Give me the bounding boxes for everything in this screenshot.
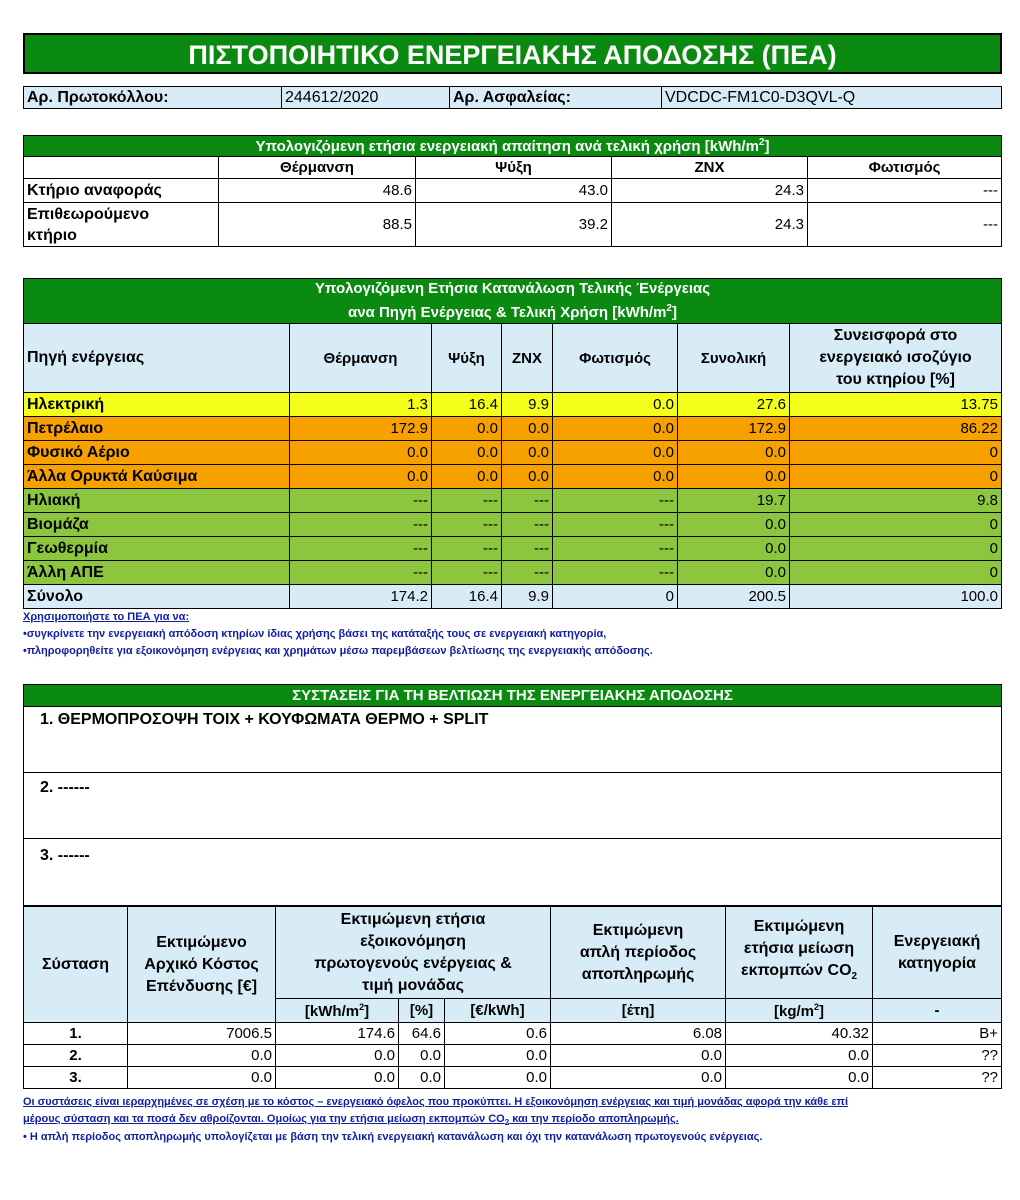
header-saving: Εκτιμώμενη ετήσια εξοικονόμηση πρωτογενούς ενέργειας & τιμή μονάδας — [276, 907, 551, 999]
table-cell: 0.0 — [290, 465, 432, 489]
table-cell: --- — [290, 489, 432, 513]
table-cell: 0 — [553, 585, 678, 609]
table-cell: 7006.5 — [128, 1023, 276, 1045]
energy-source-label: Ηλιακή — [24, 489, 290, 513]
table-row — [24, 585, 1002, 609]
table-cell: 0.0 — [678, 441, 790, 465]
table-cell: 0 — [790, 465, 1002, 489]
table-row: Κτήριο αναφοράς 48.6 43.0 24.3 --- — [24, 179, 1002, 203]
table-cell: 174.2 — [290, 585, 432, 609]
table-cell: 0.0 — [502, 441, 553, 465]
consumption-title: Υπολογιζόμενη Ετήσια Κατανάλωση Τελικής Ένέργειας ανα Πηγή Ενέργειας & Τελική Χρήση $[kWh/m^2]$ — [24, 279, 1002, 324]
demand-header-dhw: ΖΝΧ — [612, 157, 808, 179]
table-cell: 0.0 — [726, 1067, 873, 1089]
table-cell: 40.32 — [726, 1023, 873, 1045]
insurance-label: Αρ. Ασφαλείας: — [450, 87, 662, 109]
header-dhw: ΖΝΧ — [502, 324, 553, 393]
header-cooling: Ψύξη — [432, 324, 502, 393]
table-cell: 172.9 — [678, 417, 790, 441]
certificate-title: ΠΙΣΤΟΠΟΙΗΤΙΚΟ ΕΝΕΡΓΕΙΑΚΗΣ ΑΠΟΔΟΣΗΣ (ΠΕΑ) — [23, 33, 1002, 74]
table-cell: --- — [553, 489, 678, 513]
table-cell: ?? — [873, 1045, 1002, 1067]
savings-note-2: μέρους σύσταση και τα ποσά δεν αθροίζονται. Ομοίως για την ετήσια μείωση εκπομπών $CO_2$ και την περίοδο αποπληρωμής. — [23, 1113, 679, 1128]
header-total: Συνολική — [678, 324, 790, 393]
table-row — [24, 1023, 1002, 1045]
savings-note-1: Οι συστάσεις είναι ιεραρχημένες σε σχέση με το κόστος – ενεργειακό όφελος που προκύπτει. Η εξοικονόμηση ενέργειας και τιμή μονάδας αφορά την κάθε επί — [23, 1096, 849, 1108]
protocol-label: Αρ. Πρωτοκόλλου: — [24, 87, 282, 109]
savings-table — [23, 906, 1002, 1089]
table-cell: 174.6 — [276, 1023, 399, 1045]
table-cell: 0.0 — [445, 1045, 551, 1067]
recommendation-item: 2. ------ — [24, 773, 1001, 839]
table-cell: 0.0 — [445, 1067, 551, 1089]
table-row — [24, 537, 1002, 561]
table-cell: 0.0 — [432, 441, 502, 465]
table-cell: 0.0 — [678, 561, 790, 585]
table-row — [24, 441, 1002, 465]
recommendation-number: 2. — [24, 1045, 128, 1067]
energy-source-label: Ηλεκτρική — [24, 393, 290, 417]
table-cell: --- — [553, 513, 678, 537]
table-cell: 27.6 — [678, 393, 790, 417]
table-row — [24, 465, 1002, 489]
table-cell: 0.6 — [445, 1023, 551, 1045]
table-cell: 172.9 — [290, 417, 432, 441]
table-row: Επιθεωρούμενο κτήριο 88.5 39.2 24.3 --- — [24, 203, 1002, 247]
table-cell: 0.0 — [553, 417, 678, 441]
recommendation-item: 3. ------ — [40, 847, 90, 864]
table-cell: 13.75 — [790, 393, 1002, 417]
unit-percent: [%] — [399, 999, 445, 1023]
header-recommendation: Σύσταση — [24, 907, 128, 1023]
table-cell: 64.6 — [399, 1023, 445, 1045]
header-cost: Εκτιμώμενο Αρχικό Κόστος Επένδυσης [€] — [128, 907, 276, 1023]
table-cell: B+ — [873, 1023, 1002, 1045]
table-cell: --- — [290, 537, 432, 561]
energy-source-label: Άλλη ΑΠΕ — [24, 561, 290, 585]
table-row — [24, 1067, 1002, 1089]
table-cell: 0.0 — [276, 1067, 399, 1089]
consumption-table — [23, 278, 1002, 609]
table-cell: --- — [432, 489, 502, 513]
table-cell: 0.0 — [553, 393, 678, 417]
protocol-value: 244612/2020 — [282, 87, 450, 109]
table-cell: --- — [432, 537, 502, 561]
table-cell: 9.9 — [502, 585, 553, 609]
unit-eur-kwh: [€/kWh] — [445, 999, 551, 1023]
energy-source-label: Βιομάζα — [24, 513, 290, 537]
recommendation-item: 1. ΘΕΡΜΟΠΡΟΣΟΨΗ ΤΟΙΧ + ΚΟΥΦΩΜΑΤΑ ΘΕΡΜΟ + SPLIT — [24, 707, 1001, 773]
table-cell: 0.0 — [432, 417, 502, 441]
table-cell: --- — [432, 561, 502, 585]
table-cell: 0.0 — [128, 1067, 276, 1089]
table-row — [24, 489, 1002, 513]
table-cell: 0 — [790, 537, 1002, 561]
unit-kg: $[kg/m^2]$ — [726, 999, 873, 1023]
table-cell: 0.0 — [551, 1067, 726, 1089]
table-cell: 0.0 — [128, 1045, 276, 1067]
table-cell: 86.22 — [790, 417, 1002, 441]
table-cell: 6.08 — [551, 1023, 726, 1045]
energy-source-label: Σύνολο — [24, 585, 290, 609]
table-cell: 9.8 — [790, 489, 1002, 513]
recommendations-box — [23, 684, 1002, 906]
table-cell: 0 — [790, 441, 1002, 465]
table-cell: 0.0 — [553, 465, 678, 489]
header-heating: Θέρμανση — [290, 324, 432, 393]
header-category: Ενεργειακή κατηγορία — [873, 907, 1002, 999]
table-cell: 100.0 — [790, 585, 1002, 609]
energy-source-label: Φυσικό Αέριο — [24, 441, 290, 465]
insurance-value: VDCDC-FM1C0-D3QVL-Q — [662, 87, 1002, 109]
recommendation-number: 1. — [24, 1023, 128, 1045]
info-table — [23, 86, 1002, 109]
table-cell: 0.0 — [726, 1045, 873, 1067]
table-cell: --- — [502, 489, 553, 513]
table-cell: 0.0 — [432, 465, 502, 489]
demand-title: Υπολογιζόμενη ετήσια ενεργειακή απαίτηση ανά τελική χρήση $[kWh/m^2]$ — [24, 136, 1002, 157]
table-cell: 0 — [790, 561, 1002, 585]
usage-note-title: Χρησιμοποιήστε το ΠΕΑ για να: — [23, 611, 190, 623]
table-cell: 0.0 — [678, 513, 790, 537]
savings-note-3: • Η απλή περίοδος αποπληρωμής υπολογίζεται με βάση την τελική ενεργειακή κατανάλωση και όχι την κατανάλωση πρωτογενούς ενέργειας. — [23, 1131, 763, 1143]
unit-dash: - — [873, 999, 1002, 1023]
table-cell: 0.0 — [502, 417, 553, 441]
usage-note-1: •συγκρίνετε την ενεργειακή απόδοση κτηρίων ίδιας χρήσης βάσει της κατάταξής τους σε ενεργειακή κατηγορία, — [23, 628, 607, 640]
header-share: Συνεισφορά στο ενεργειακό ισοζύγιο του κτηρίου [%] — [790, 324, 1002, 393]
table-cell: 1.3 — [290, 393, 432, 417]
table-row — [24, 561, 1002, 585]
table-cell: --- — [290, 561, 432, 585]
header-lighting: Φωτισμός — [553, 324, 678, 393]
usage-note-2: •πληροφορηθείτε για εξοικονόμηση ενέργειας και χρημάτων μέσω παρεμβάσεων βελτίωσης της ενεργειακής απόδοσης. — [23, 645, 653, 657]
table-cell: 0.0 — [678, 537, 790, 561]
table-cell: --- — [553, 537, 678, 561]
demand-header-heating: Θέρμανση — [219, 157, 416, 179]
table-cell: 0.0 — [678, 465, 790, 489]
table-cell: 16.4 — [432, 585, 502, 609]
table-cell: 0.0 — [399, 1045, 445, 1067]
demand-header-cooling: Ψύξη — [416, 157, 612, 179]
table-cell: ?? — [873, 1067, 1002, 1089]
table-cell: 0.0 — [553, 441, 678, 465]
energy-source-label: Γεωθερμία — [24, 537, 290, 561]
table-cell: 0.0 — [399, 1067, 445, 1089]
table-cell: 0.0 — [551, 1045, 726, 1067]
table-cell: --- — [502, 513, 553, 537]
table-cell: 0.0 — [290, 441, 432, 465]
table-cell: --- — [502, 537, 553, 561]
table-cell: 9.9 — [502, 393, 553, 417]
unit-kwh: $[kWh/m^2]$ — [276, 999, 399, 1023]
table-cell: --- — [502, 561, 553, 585]
energy-source-label: Άλλα Ορυκτά Καύσιμα — [24, 465, 290, 489]
header-source: Πηγή ενέργειας — [24, 324, 290, 393]
recommendations-title: ΣΥΣΤΑΣΕΙΣ ΓΙΑ ΤΗ ΒΕΛΤΙΩΣΗ ΤΗΣ ΕΝΕΡΓΕΙΑΚΗΣ ΑΠΟΔΟΣΗΣ — [24, 685, 1001, 707]
table-row — [24, 417, 1002, 441]
energy-source-label: Πετρέλαιο — [24, 417, 290, 441]
table-cell: --- — [553, 561, 678, 585]
table-cell: 0.0 — [502, 465, 553, 489]
table-cell: --- — [432, 513, 502, 537]
header-payback: Εκτιμώμενη απλή περίοδος αποπληρωμής — [551, 907, 726, 999]
header-co2: Εκτιμώμενη ετήσια μείωση εκπομπών $CO_2$ — [726, 907, 873, 999]
table-row — [24, 1045, 1002, 1067]
table-cell: 200.5 — [678, 585, 790, 609]
table-cell: --- — [290, 513, 432, 537]
table-row — [24, 513, 1002, 537]
demand-header-lighting: Φωτισμός — [808, 157, 1002, 179]
table-cell: 0.0 — [276, 1045, 399, 1067]
unit-years: [έτη] — [551, 999, 726, 1023]
demand-table — [23, 135, 1002, 247]
recommendation-number: 3. — [24, 1067, 128, 1089]
table-cell: 16.4 — [432, 393, 502, 417]
table-cell: 19.7 — [678, 489, 790, 513]
table-row — [24, 393, 1002, 417]
table-cell: 0 — [790, 513, 1002, 537]
